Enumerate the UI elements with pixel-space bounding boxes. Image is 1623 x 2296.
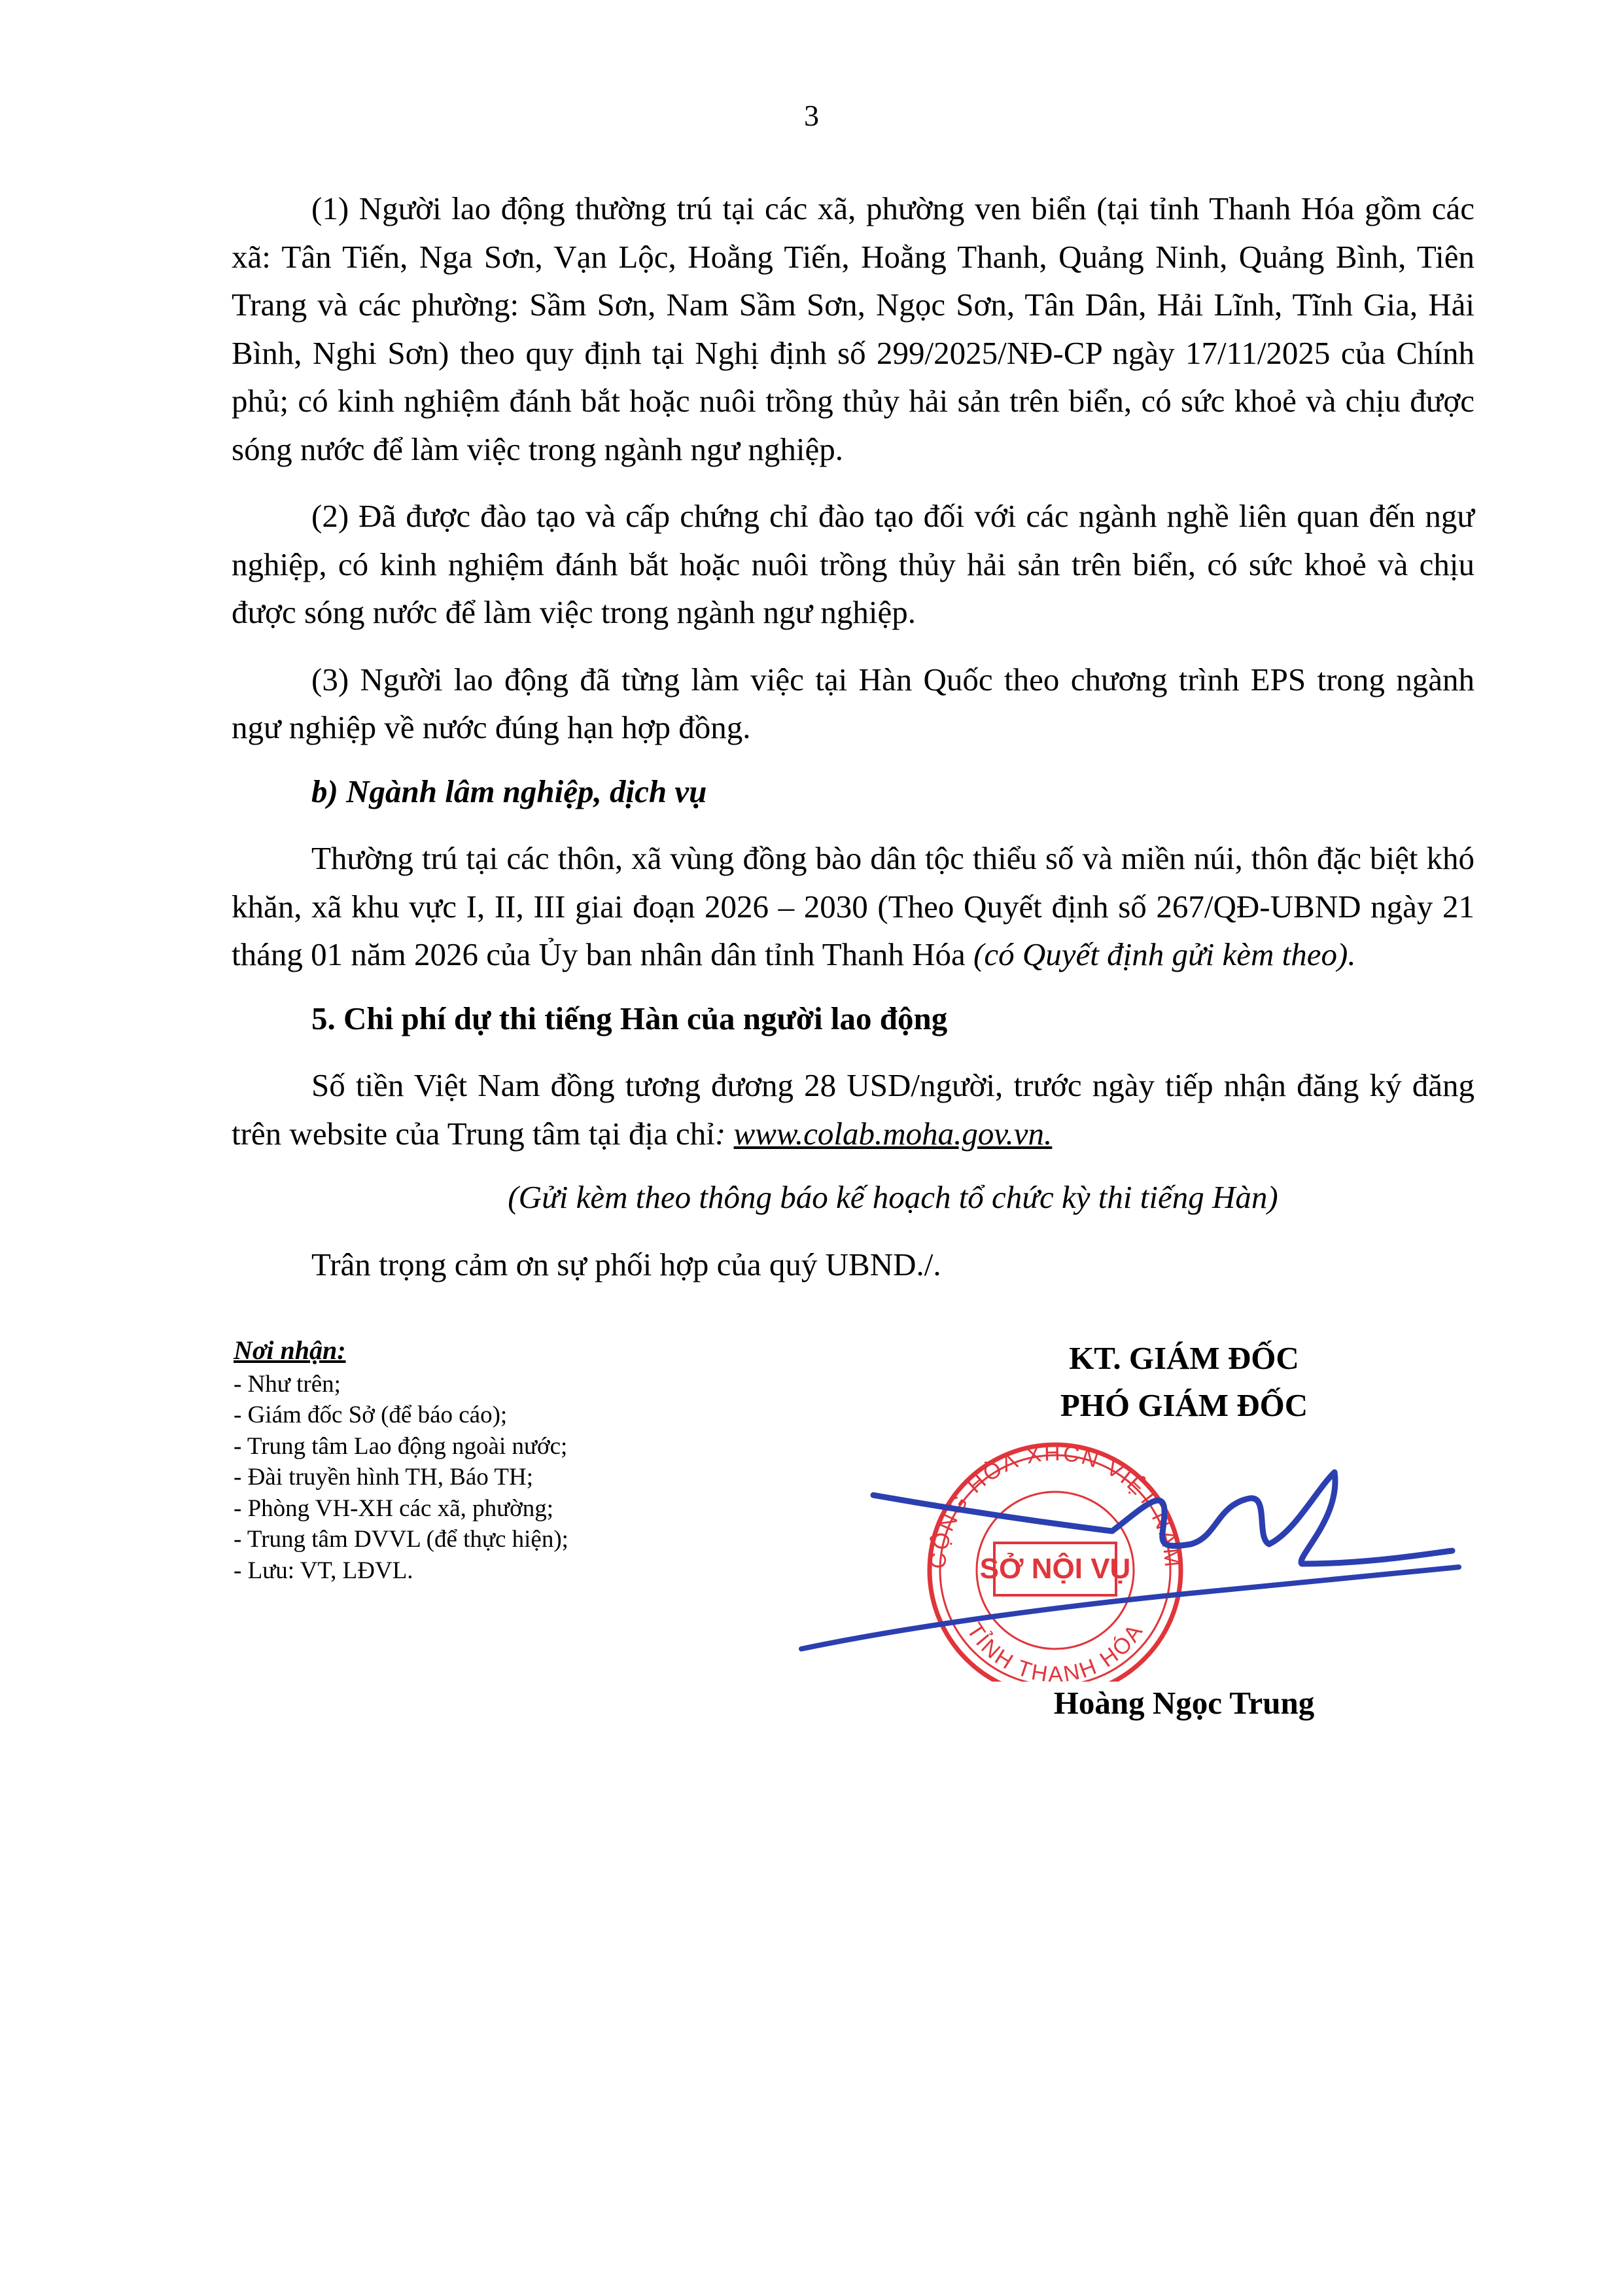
page-number: 3: [804, 99, 819, 132]
closing-line: Trân trọng cảm ơn sự phối hợp của quý UBND./.: [311, 1246, 941, 1282]
recipient-item: - Trung tâm Lao động ngoài nước;: [234, 1432, 568, 1460]
section-heading-5: 5. Chi phí dự thi tiếng Hàn của người lao động: [311, 1000, 948, 1036]
attachment-note: (Gửi kèm theo thông báo kế hoạch tổ chức kỳ thi tiếng Hàn): [508, 1179, 1278, 1215]
recipient-item: - Giám đốc Sở (để báo cáo);: [234, 1402, 508, 1428]
stamp-bottom-text: TỈNH THANH HÓA: [962, 1618, 1149, 1682]
paragraph-5-colon: :: [714, 1115, 734, 1152]
paragraph-2: (2) Đã được đào tạo và cấp chứng chỉ đào tạo đối với các ngành nghề liên quan đến ngư nghiệp, có kinh nghiệm đánh bắt hoặc nuôi trồng thủy hải sản trên biển, có sức khoẻ và chịu được sóng nước để làm việc trong ngành ngư nghiệp.: [232, 498, 1475, 630]
recipient-item: - Lưu: VT, LĐVL.: [234, 1557, 413, 1584]
stamp: [926, 1441, 1185, 1682]
paragraph-3: (3) Người lao động đã từng làm việc tại Hàn Quốc theo chương trình EPS trong ngành ngư nghiệp về nước đúng hạn hợp đồng.: [232, 661, 1475, 745]
paragraph-4-text: Thường trú tại các thôn, xã vùng đồng bào dân tộc thiểu số và miền núi, thôn đặc biệt khó khăn, xã khu vực I, II, III giai đoạn 2026 – 2030 (Theo Quyết định số 267/QĐ-UBND ngày 21 tháng 01 năm 2026 của Ủy ban nhân dân tỉnh Thanh Hóa: [232, 840, 1475, 972]
recipients-title: Nơi nhận:: [234, 1335, 346, 1365]
paragraph-4: [232, 834, 1475, 979]
official-stamp-svg: [798, 1433, 1518, 1682]
stamp-top-text: CỘNG HÒA XHCN VIỆT NAM: [925, 1440, 1185, 1570]
paragraph-5: [232, 1061, 1475, 1157]
signature-block: [890, 1335, 1478, 1429]
recipient-item: - Trung tâm DVVL (để thực hiện);: [234, 1526, 568, 1553]
paragraph-1: (1) Người lao động thường trú tại các xã, phường ven biển (tại tỉnh Thanh Hóa gồm các xã: Tân Tiến, Nga Sơn, Vạn Lộc, Hoằng Tiến, Hoằng Thanh, Quảng Ninh, Quảng Bình, Tiên Trang và các phường: Sầm Sơn, Nam Sầm Sơn, Ngọc Sơn, Tân Dân, Hải Lĩnh, Tĩnh Gia, Hải Bình, Nghi Sơn) theo quy định tại Nghị định số 299/2025/NĐ-CP ngày 17/11/2025 của Chính phủ; có kinh nghiệm đánh bắt hoặc nuôi trồng thủy hải sản trên biển, có sức khoẻ và chịu được sóng nước để làm việc trong ngành ngư nghiệp.: [232, 190, 1475, 467]
signature-title-2: PHÓ GIÁM ĐỐC: [1060, 1387, 1308, 1423]
paragraph-5-text: Số tiền Việt Nam đồng tương đương 28 USD/người, trước ngày tiếp nhận đăng ký đăng trên website của Trung tâm tại địa chỉ: [232, 1067, 1475, 1152]
recipient-item: - Đài truyền hình TH, Báo TH;: [234, 1464, 533, 1491]
website-link[interactable]: www.colab.moha.gov.vn.: [733, 1115, 1053, 1152]
recipient-item: - Như trên;: [234, 1370, 341, 1398]
recipient-item: - Phòng VH-XH các xã, phường;: [234, 1494, 554, 1522]
signer-name: Hoàng Ngọc Trung: [1053, 1685, 1315, 1721]
stamp-center-text: SỞ NỘI VỤ: [979, 1553, 1131, 1585]
document-body: [232, 185, 1475, 1288]
svg-text:TỈNH THANH HÓA: [962, 1619, 1149, 1682]
stamp-and-signature: [798, 1433, 1518, 1682]
paragraph-4-italic: (có Quyết định gửi kèm theo).: [973, 936, 1356, 972]
recipients-block: [234, 1335, 822, 1586]
section-heading-b: b) Ngành lâm nghiệp, dịch vụ: [311, 773, 707, 809]
signature-title-1: KT. GIÁM ĐỐC: [1069, 1340, 1299, 1376]
